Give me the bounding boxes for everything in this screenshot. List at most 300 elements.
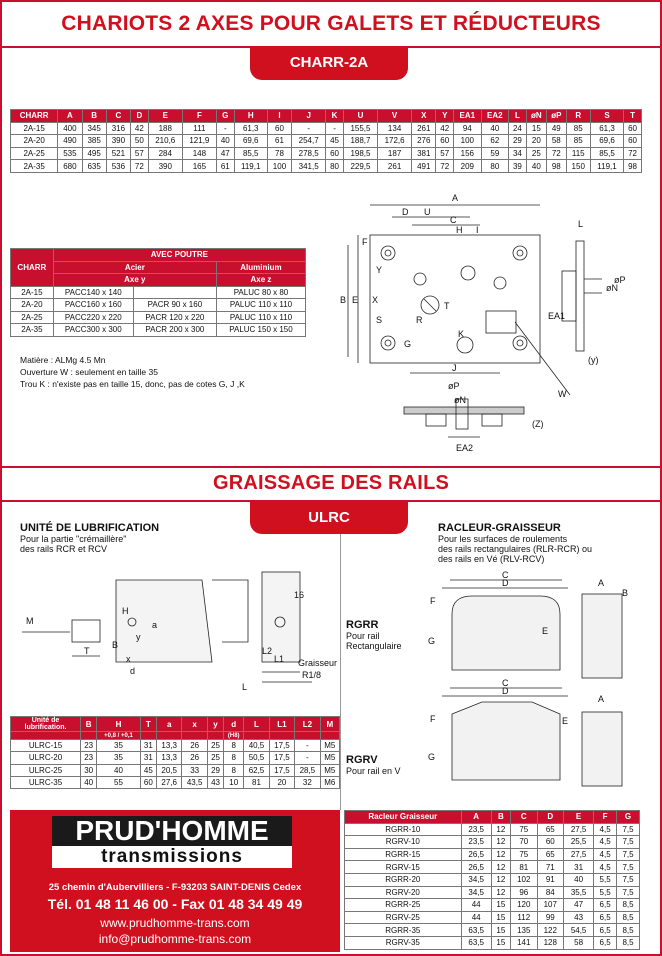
ulrc-header: L xyxy=(244,717,269,732)
table-row xyxy=(345,886,640,899)
page-title: CHARIOTS 2 AXES POUR GALETS ET RÉDUCTEURS xyxy=(61,12,601,35)
racleur-header: G xyxy=(617,811,640,824)
dim-label-i: I xyxy=(476,225,479,235)
dims-header: R xyxy=(566,110,590,123)
dims-header: V xyxy=(378,110,412,123)
table-row xyxy=(345,911,640,924)
svg-text:D: D xyxy=(502,578,509,588)
table-cell: 20 xyxy=(526,135,546,148)
table-cell: 635 xyxy=(82,160,106,173)
dims-header: C xyxy=(106,110,130,123)
table-row xyxy=(345,861,640,874)
note-line: Ouverture W : seulement en taille 35 xyxy=(20,367,158,377)
table-cell: RGRV-15 xyxy=(345,861,462,874)
dim-label-y: Y xyxy=(376,265,383,275)
table-cell: 40 xyxy=(481,122,509,135)
table-cell: 30 xyxy=(81,764,97,776)
table-cell: PACC220 x 220 xyxy=(53,311,133,324)
graisseur-value: R1/8 xyxy=(302,670,322,680)
table-cell: 7,5 xyxy=(617,848,640,861)
svg-text:y: y xyxy=(136,632,141,642)
dim-label-g: G xyxy=(404,339,412,349)
table-cell: 134 xyxy=(378,122,412,135)
table-cell: 400 xyxy=(58,122,82,135)
table-cell: 85,5 xyxy=(590,147,623,160)
table-cell: - xyxy=(292,122,326,135)
table-cell: ULRC-25 xyxy=(11,764,81,776)
racleur-block xyxy=(438,522,592,564)
table-cell: 40 xyxy=(564,873,594,886)
table-cell: - xyxy=(295,740,320,752)
table-cell: 100 xyxy=(267,160,291,173)
racleur-header: E xyxy=(564,811,594,824)
table-cell: 40 xyxy=(216,135,234,148)
table-cell: 57 xyxy=(436,147,454,160)
table-cell: 254,7 xyxy=(292,135,326,148)
table-cell: - xyxy=(216,122,234,135)
ulrc-header: H xyxy=(97,717,140,732)
table-cell: 55 xyxy=(97,776,140,788)
dims-header: U xyxy=(343,110,377,123)
svg-text:A: A xyxy=(598,578,605,588)
table-cell: 27,5 xyxy=(564,848,594,861)
table-cell: 6,5 xyxy=(594,911,617,924)
dim-label-k: K xyxy=(458,329,465,339)
table-cell: 4,5 xyxy=(594,861,617,874)
table-cell: 198,5 xyxy=(343,147,377,160)
svg-text:L2: L2 xyxy=(262,646,273,656)
dim-label-e: E xyxy=(352,295,359,305)
table-cell: 8,5 xyxy=(617,911,640,924)
company-website[interactable]: www.prudhomme-trans.com xyxy=(100,916,250,930)
rgrv-title: RGRV xyxy=(346,754,378,766)
table-row xyxy=(345,823,640,836)
table-cell: 26 xyxy=(182,752,207,764)
dim-label-a: A xyxy=(452,193,459,203)
table-cell: 20,5 xyxy=(157,764,182,776)
table-cell: 54,5 xyxy=(564,924,594,937)
dim-label-u: U xyxy=(424,207,431,217)
table-cell: 62 xyxy=(481,135,509,148)
table-cell: 100 xyxy=(454,135,482,148)
table-cell: 42 xyxy=(436,122,454,135)
svg-text:a: a xyxy=(152,620,158,630)
table-cell: 7,5 xyxy=(617,861,640,874)
table-subheader-cell xyxy=(157,732,182,740)
svg-text:E: E xyxy=(542,626,549,636)
note-line: Matière : ALMg 4.5 Mn xyxy=(20,355,106,365)
poutre-axe-y: Axe y xyxy=(53,274,216,287)
table-cell: RGRR-25 xyxy=(345,899,462,912)
table-cell: 23 xyxy=(81,740,97,752)
logo-subtitle: transmissions xyxy=(52,846,292,868)
table-cell: 15 xyxy=(491,924,510,937)
table-row xyxy=(11,324,306,337)
racleur-header: C xyxy=(511,811,538,824)
table-cell: 84 xyxy=(537,886,564,899)
table-cell: 35 xyxy=(97,752,140,764)
table-cell: 47 xyxy=(564,899,594,912)
table-cell: 4,5 xyxy=(594,823,617,836)
table-cell: 63,5 xyxy=(461,924,491,937)
table-cell: 7,5 xyxy=(617,886,640,899)
table-cell: 278,5 xyxy=(292,147,326,160)
dims-header: I xyxy=(267,110,291,123)
dims-table xyxy=(10,109,642,173)
table-cell: 12 xyxy=(491,873,510,886)
table-cell: 120 xyxy=(511,899,538,912)
table-cell: 390 xyxy=(106,135,130,148)
table-cell: 119,1 xyxy=(590,160,623,173)
table-cell: 111 xyxy=(182,122,216,135)
svg-text:D: D xyxy=(502,686,509,696)
table-cell: RGRV-35 xyxy=(345,936,462,949)
table-cell: 12 xyxy=(491,886,510,899)
table-row xyxy=(11,311,306,324)
table-cell: 2A-35 xyxy=(11,160,58,173)
table-cell: 165 xyxy=(182,160,216,173)
table-subheader-cell xyxy=(81,732,97,740)
table-cell: 15 xyxy=(491,936,510,949)
dims-header: øN xyxy=(526,110,546,123)
table-cell: 284 xyxy=(148,147,182,160)
table-cell: 17,5 xyxy=(269,740,294,752)
racleur-drawing xyxy=(422,570,642,806)
dim-label-p-side: øP xyxy=(614,275,626,285)
svg-text:E: E xyxy=(562,716,569,726)
table-cell: PALUC 110 x 110 xyxy=(216,299,305,312)
table-cell: 20 xyxy=(269,776,294,788)
dims-header: T xyxy=(624,110,642,123)
svg-text:x: x xyxy=(126,654,131,664)
table-subheader-cell xyxy=(244,732,269,740)
table-cell: M5 xyxy=(320,752,339,764)
table-cell: 98 xyxy=(624,160,642,173)
table-cell: 99 xyxy=(537,911,564,924)
racleur-header: F xyxy=(594,811,617,824)
svg-text:F: F xyxy=(430,714,436,724)
lubrif-title: UNITÉ DE LUBRIFICATION xyxy=(20,522,160,534)
tab-charr-2a: CHARR-2A xyxy=(250,46,408,80)
note-line: Trou K : n'existe pas en taille 15, donc, pas de cotes G, J ,K xyxy=(20,379,245,389)
table-cell: 43,5 xyxy=(182,776,207,788)
dim-label-s: S xyxy=(376,315,383,325)
table-cell: 15 xyxy=(526,122,546,135)
table-subheader-cell xyxy=(11,732,81,740)
ulrc-header: y xyxy=(207,717,223,732)
dims-header: K xyxy=(326,110,344,123)
lubrif-block xyxy=(20,522,159,554)
table-cell: 316 xyxy=(106,122,130,135)
table-cell: 4,5 xyxy=(594,836,617,849)
dims-header: B xyxy=(82,110,106,123)
table-row xyxy=(345,936,640,949)
table-cell: 102 xyxy=(511,873,538,886)
poutre-axe-z: Axe z xyxy=(216,274,305,287)
section-divider xyxy=(2,466,660,468)
svg-text:G: G xyxy=(428,636,436,646)
table-cell: 85,5 xyxy=(234,147,267,160)
table-row xyxy=(345,924,640,937)
ulrc-header: L2 xyxy=(295,717,320,732)
table-cell: 7,5 xyxy=(617,836,640,849)
table-cell: PACR 90 x 160 xyxy=(133,299,216,312)
table-cell: 188 xyxy=(148,122,182,135)
rgrr-title: RGRR xyxy=(346,619,379,631)
dim-label-h: H xyxy=(456,225,463,235)
table-cell: 59 xyxy=(481,147,509,160)
table-cell: 155,5 xyxy=(343,122,377,135)
table-row xyxy=(11,776,340,788)
table-cell: 69,6 xyxy=(234,135,267,148)
table-row xyxy=(11,752,340,764)
poutre-table xyxy=(10,248,306,337)
table-subheader-cell: +0,8 / +0,1 xyxy=(97,732,140,740)
dims-header: E xyxy=(148,110,182,123)
dim-label-n: øN xyxy=(606,283,618,293)
table-cell: PALUC 110 x 110 xyxy=(216,311,305,324)
svg-text:C: C xyxy=(502,678,509,688)
table-cell: 49 xyxy=(547,122,567,135)
table-cell: 65 xyxy=(537,823,564,836)
table-cell: 40 xyxy=(526,160,546,173)
table-cell: 60 xyxy=(624,122,642,135)
table-row xyxy=(11,147,642,160)
table-cell: 122 xyxy=(537,924,564,937)
table-cell: 61,3 xyxy=(590,122,623,135)
table-cell: 229,5 xyxy=(343,160,377,173)
dims-header: S xyxy=(590,110,623,123)
table-cell: 25 xyxy=(207,740,223,752)
ulrc-header: Unité de lubrification. xyxy=(11,717,81,732)
table-cell: 85 xyxy=(566,122,590,135)
table-cell: 62,5 xyxy=(244,764,269,776)
table-row xyxy=(345,836,640,849)
table-row xyxy=(345,848,640,861)
lubrif-drawing xyxy=(12,562,338,712)
table-cell: 61 xyxy=(267,135,291,148)
table-cell: 7,5 xyxy=(617,873,640,886)
svg-text:B: B xyxy=(112,640,119,650)
table-cell: 8,5 xyxy=(617,936,640,949)
table-cell: PACR 200 x 300 xyxy=(133,324,216,337)
table-subheader-cell xyxy=(140,732,156,740)
dims-header: F xyxy=(182,110,216,123)
table-cell: 72 xyxy=(547,147,567,160)
table-cell: 4,5 xyxy=(594,848,617,861)
table-cell: 150 xyxy=(566,160,590,173)
table-cell: 535 xyxy=(58,147,82,160)
poutre-acier: Acier xyxy=(53,261,216,274)
table-cell: 6,5 xyxy=(594,924,617,937)
table-cell: ULRC-35 xyxy=(11,776,81,788)
table-cell: 210,6 xyxy=(148,135,182,148)
dims-header: EA1 xyxy=(454,110,482,123)
table-cell: 61 xyxy=(216,160,234,173)
table-cell: 17,5 xyxy=(269,752,294,764)
table-cell: 390 xyxy=(148,160,182,173)
table-subheader-cell xyxy=(207,732,223,740)
table-cell: 2A-15 xyxy=(11,122,58,135)
rgrr-label-block xyxy=(346,619,402,651)
table-cell: 2A-20 xyxy=(11,135,58,148)
table-cell: 25 xyxy=(526,147,546,160)
table-cell: PALUC 150 x 150 xyxy=(216,324,305,337)
dims-header: X xyxy=(412,110,436,123)
table-cell: 70 xyxy=(511,836,538,849)
lubrif-desc: Pour la partie "crémaillère" xyxy=(20,534,127,544)
table-cell: 536 xyxy=(106,160,130,173)
table-cell: RGRR-10 xyxy=(345,823,462,836)
table-cell: 45 xyxy=(140,764,156,776)
table-cell: 15 xyxy=(491,911,510,924)
table-subheader-cell xyxy=(269,732,294,740)
table-cell: 26 xyxy=(182,740,207,752)
table-cell: 34 xyxy=(509,147,527,160)
rgrr-desc: Pour rail xyxy=(346,631,380,641)
table-cell: 44 xyxy=(461,899,491,912)
ulrc-header: x xyxy=(182,717,207,732)
table-cell xyxy=(133,286,216,299)
racleur-table xyxy=(344,810,640,950)
table-cell: 58 xyxy=(547,135,567,148)
rgrv-desc: Pour rail en V xyxy=(346,766,401,776)
table-cell: 91 xyxy=(537,873,564,886)
dim-label-n-bottom: øN xyxy=(454,395,466,405)
table-cell: 35,5 xyxy=(564,886,594,899)
table-cell: 47 xyxy=(216,147,234,160)
dim-label-d: D xyxy=(402,207,409,217)
table-cell: RGRR-15 xyxy=(345,848,462,861)
table-cell: M6 xyxy=(320,776,339,788)
table-cell: 128 xyxy=(537,936,564,949)
racleur-header: A xyxy=(461,811,491,824)
table-cell: 6,5 xyxy=(594,936,617,949)
table-cell: 96 xyxy=(511,886,538,899)
svg-text:C: C xyxy=(502,570,509,580)
table-cell: 28,5 xyxy=(295,764,320,776)
dim-label-b: B xyxy=(340,295,347,305)
table-cell: 187 xyxy=(378,147,412,160)
table-cell: 32 xyxy=(295,776,320,788)
table-cell: 25,5 xyxy=(564,836,594,849)
table-cell: 261 xyxy=(412,122,436,135)
table-cell: 7,5 xyxy=(617,823,640,836)
table-cell: 43 xyxy=(207,776,223,788)
table-cell: 27,5 xyxy=(564,823,594,836)
table-cell: 57 xyxy=(131,147,149,160)
table-cell: 26,5 xyxy=(461,861,491,874)
dim-label-z-axis: (Z) xyxy=(532,419,544,429)
graisseur-label: Graisseur xyxy=(298,658,338,668)
table-cell: 2A-20 xyxy=(11,299,54,312)
table-subheader-cell xyxy=(320,732,339,740)
table-cell: 521 xyxy=(106,147,130,160)
table-cell: 40,5 xyxy=(244,740,269,752)
chariot-drawing xyxy=(340,187,640,462)
dim-label-f: F xyxy=(362,237,368,247)
material-notes xyxy=(20,354,245,390)
svg-text:B: B xyxy=(622,588,629,598)
table-cell: RGRR-35 xyxy=(345,924,462,937)
table-cell: 80 xyxy=(481,160,509,173)
table-cell: 490 xyxy=(58,135,82,148)
table-cell: RGRV-10 xyxy=(345,836,462,849)
table-cell: 17,5 xyxy=(269,764,294,776)
table-cell: 80 xyxy=(326,160,344,173)
table-cell: ULRC-20 xyxy=(11,752,81,764)
dim-label-l: L xyxy=(578,219,584,229)
table-cell: RGRV-20 xyxy=(345,886,462,899)
table-cell: 24 xyxy=(509,122,527,135)
table-cell: 27,6 xyxy=(157,776,182,788)
dim-label-t: T xyxy=(444,301,450,311)
table-subheader-cell xyxy=(182,732,207,740)
lubrif-desc: des rails RCR et RCV xyxy=(20,544,108,554)
svg-text:L: L xyxy=(242,682,248,692)
table-cell: 341,5 xyxy=(292,160,326,173)
table-cell: 72 xyxy=(131,160,149,173)
table-cell: 8 xyxy=(224,740,244,752)
company-address: 25 chemin d'Aubervilliers - F-93203 SAINT-DENIS Cedex xyxy=(48,882,302,893)
table-cell: 119,1 xyxy=(234,160,267,173)
dims-header: Y xyxy=(436,110,454,123)
table-cell: 29 xyxy=(207,764,223,776)
dims-header: H xyxy=(234,110,267,123)
table-cell: - xyxy=(295,752,320,764)
table-cell: 10 xyxy=(224,776,244,788)
table-cell: 276 xyxy=(412,135,436,148)
table-cell: PALUC 80 x 80 xyxy=(216,286,305,299)
table-cell: 85 xyxy=(566,135,590,148)
company-email[interactable]: info@prudhomme-trans.com xyxy=(98,932,252,946)
table-row xyxy=(11,764,340,776)
dims-header: øP xyxy=(547,110,567,123)
ulrc-header: L1 xyxy=(269,717,294,732)
table-cell: 72 xyxy=(436,160,454,173)
table-cell: 141 xyxy=(511,936,538,949)
table-cell: 60 xyxy=(267,122,291,135)
company-logo xyxy=(52,816,292,868)
table-cell: 69,6 xyxy=(590,135,623,148)
table-cell: PACR 120 x 220 xyxy=(133,311,216,324)
dims-header: EA2 xyxy=(481,110,509,123)
table-cell: 172,6 xyxy=(378,135,412,148)
table-cell: 23,5 xyxy=(461,836,491,849)
table-cell: 12 xyxy=(491,836,510,849)
table-cell: 112 xyxy=(511,911,538,924)
table-cell: 60 xyxy=(326,147,344,160)
table-cell: 81 xyxy=(244,776,269,788)
table-cell: RGRR-20 xyxy=(345,873,462,886)
table-cell: 33 xyxy=(182,764,207,776)
rgrr-desc: Rectangulaire xyxy=(346,641,402,651)
table-row xyxy=(11,740,340,752)
poutre-aluminium: Aluminium xyxy=(216,261,305,274)
table-cell: 26,5 xyxy=(461,848,491,861)
ulrc-header: a xyxy=(157,717,182,732)
table-cell: 8 xyxy=(224,764,244,776)
table-cell: 60 xyxy=(140,776,156,788)
table-cell: 23 xyxy=(81,752,97,764)
logo-name: PRUD'HOMME xyxy=(52,816,292,846)
svg-text:M: M xyxy=(26,616,34,626)
table-cell: 495 xyxy=(82,147,106,160)
table-cell: 75 xyxy=(511,823,538,836)
racleur-desc: des rails en Vé (RLV-RCV) xyxy=(438,554,545,564)
dims-header: A xyxy=(58,110,82,123)
table-cell: 71 xyxy=(537,861,564,874)
